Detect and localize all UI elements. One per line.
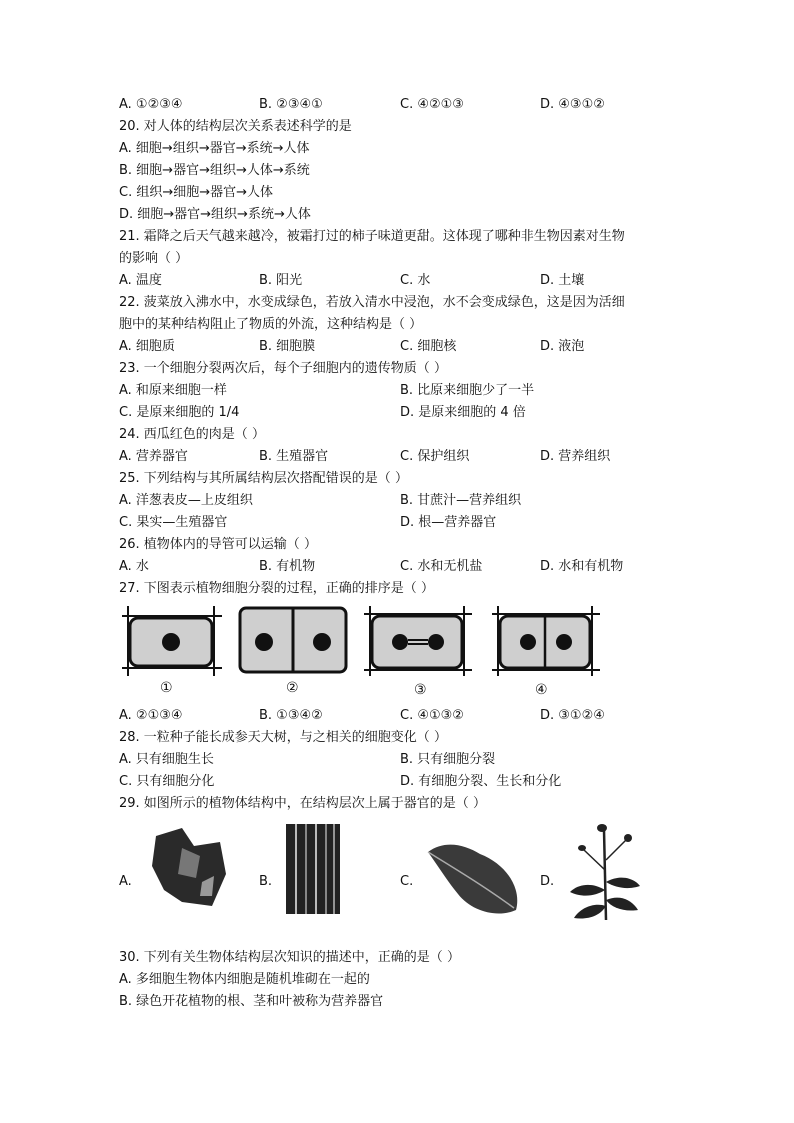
q21-stem-line2: 的影响（ ）	[119, 251, 189, 266]
q22-option-a: A. 细胞质	[119, 339, 175, 354]
q22-option-d: D. 液泡	[540, 339, 585, 354]
q24-option-c: C. 保护组织	[400, 449, 470, 464]
cell-figure-4	[492, 606, 600, 676]
cell-figure-2-label: ②	[286, 680, 299, 696]
q28-option-d: D. 有细胞分裂、生长和分化	[400, 774, 562, 789]
q22-option-c: C. 细胞核	[400, 339, 457, 354]
q20-option-c: C. 组织→细胞→器官→人体	[119, 185, 274, 200]
q21-stem-line1: 21. 霜降之后天气越来越冷，被霜打过的柿子味道更甜。这体现了哪种非生物因素对生物	[119, 229, 625, 244]
q29-stem: 29. 如图所示的植物体结构中，在结构层次上属于器官的是（ ）	[119, 796, 486, 811]
q25-option-c: C. 果实—生殖器官	[119, 515, 228, 530]
q23-option-d: D. 是原来细胞的 4 倍	[400, 405, 526, 420]
q20-stem: 20. 对人体的结构层次关系表述科学的是	[119, 119, 352, 134]
q19-option-d: D. ④③①②	[540, 97, 605, 112]
q25-option-a: A. 洋葱表皮—上皮组织	[119, 493, 253, 508]
q21-option-b: B. 阳光	[259, 273, 303, 288]
q25-stem: 25. 下列结构与其所属结构层次搭配错误的是（ ）	[119, 471, 408, 486]
q21-option-d: D. 土壤	[540, 273, 585, 288]
q23-option-a: A. 和原来细胞一样	[119, 383, 227, 398]
whole-plant-image	[562, 820, 652, 924]
leaf-image	[424, 838, 524, 918]
q27-option-b: B. ①③④②	[259, 708, 323, 723]
q25-option-d: D. 根—营养器官	[400, 515, 497, 530]
q27-option-c: C. ④①③②	[400, 708, 464, 723]
q26-option-d: D. 水和有机物	[540, 559, 624, 574]
q23-option-b: B. 比原来细胞少了一半	[400, 383, 535, 398]
cell-figure-1	[122, 606, 222, 676]
q26-option-a: A. 水	[119, 559, 149, 574]
q29-option-b: B.	[259, 874, 273, 889]
q28-stem: 28. 一粒种子能长成参天大树，与之相关的细胞变化（ ）	[119, 730, 447, 745]
q29-option-a: A.	[119, 874, 132, 889]
cell-figure-1-label: ①	[160, 680, 173, 696]
vascular-tissue-image	[284, 824, 342, 914]
cell-figure-2	[236, 604, 350, 676]
q30-option-a: A. 多细胞生物体内细胞是随机堆砌在一起的	[119, 972, 370, 987]
cell-figure-3-label: ③	[414, 682, 427, 698]
q20-option-a: A. 细胞→组织→器官→系统→人体	[119, 141, 310, 156]
q21-option-a: A. 温度	[119, 273, 162, 288]
q22-stem-line2: 胞中的某种结构阻止了物质的外流，这种结构是（ ）	[119, 317, 423, 332]
q27-stem: 27. 下图表示植物细胞分裂的过程，正确的排序是（ ）	[119, 581, 434, 596]
q28-option-c: C. 只有细胞分化	[119, 774, 215, 789]
q26-stem: 26. 植物体内的导管可以运输（ ）	[119, 537, 317, 552]
q22-stem-line1: 22. 菠菜放入沸水中，水变成绿色，若放入清水中浸泡，水不会变成绿色，这是因为活细	[119, 295, 625, 310]
q19-option-b: B. ②③④①	[259, 97, 323, 112]
q24-option-d: D. 营养组织	[540, 449, 611, 464]
q30-option-b: B. 绿色开花植物的根、茎和叶被称为营养器官	[119, 994, 384, 1009]
q21-option-c: C. 水	[400, 273, 431, 288]
q28-option-a: A. 只有细胞生长	[119, 752, 214, 767]
q24-option-b: B. 生殖器官	[259, 449, 329, 464]
q28-option-b: B. 只有细胞分裂	[400, 752, 496, 767]
cell-figure-3	[364, 606, 472, 676]
q30-stem: 30. 下列有关生物体结构层次知识的描述中，正确的是（ ）	[119, 950, 460, 965]
q20-option-b: B. 细胞→器官→组织→人体→系统	[119, 163, 310, 178]
q27-option-a: A. ②①③④	[119, 708, 183, 723]
cell-figure-4-label: ④	[535, 682, 548, 698]
q23-stem: 23. 一个细胞分裂两次后，每个子细胞内的遗传物质（ ）	[119, 361, 447, 376]
q19-option-c: C. ④②①③	[400, 97, 464, 112]
q24-stem: 24. 西瓜红色的肉是（ ）	[119, 427, 265, 442]
q24-option-a: A. 营养器官	[119, 449, 188, 464]
tissue-chunk-image	[142, 826, 228, 910]
q23-option-c: C. 是原来细胞的 1/4	[119, 405, 240, 420]
q26-option-b: B. 有机物	[259, 559, 316, 574]
q25-option-b: B. 甘蔗汁—营养组织	[400, 493, 522, 508]
q19-option-a: A. ①②③④	[119, 97, 183, 112]
q26-option-c: C. 水和无机盐	[400, 559, 483, 574]
q22-option-b: B. 细胞膜	[259, 339, 316, 354]
q29-option-d: D.	[540, 874, 555, 889]
q20-option-d: D. 细胞→器官→组织→系统→人体	[119, 207, 311, 222]
q27-option-d: D. ③①②④	[540, 708, 605, 723]
q29-option-c: C.	[400, 874, 414, 889]
